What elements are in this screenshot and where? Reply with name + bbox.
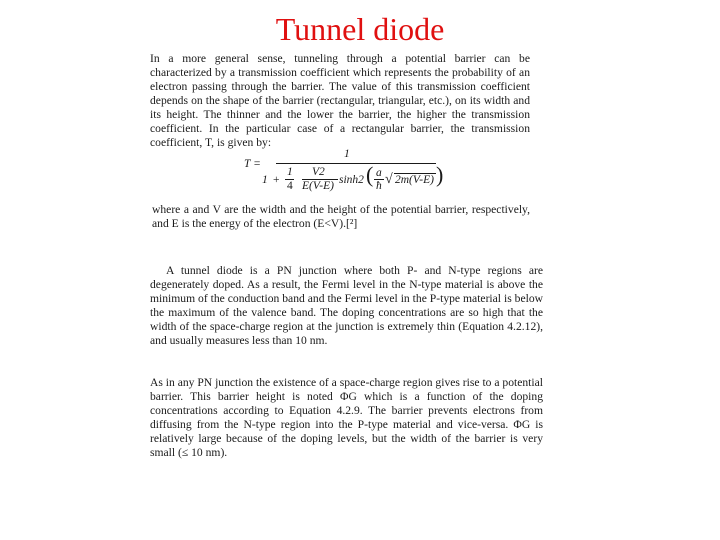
formula-right-paren: ) xyxy=(436,162,444,187)
slide-title: Tunnel diode xyxy=(275,11,445,47)
formula-sqrt-argument: 2m(V-E) xyxy=(395,174,434,186)
paragraph-tunnel-diode-definition: A tunnel diode is a PN junction where both P- and N-type regions are degenerately doped. As a result, the Fermi level in the N-type material is above the minimum of the conduction band and the Fermi level in the P-type material is below the maximum of the valence band. The doping concentrations are so high that the width of the space-charge region at the junction is extremely thin (Equation 4.2.12), and usually measures less than 10 nm. xyxy=(150,264,543,347)
paragraph-potential-barrier: As in any PN junction the existence of a space-charge region gives rise to a potential barrier. This barrier height is noted ΦG which is a function of the doping concentrations according to Equation 4.2.9. The barrier prevents electrons from diffusing from the N-type region into the P-type material and vice-versa. ΦG is relatively large because of the doping levels, but the width of the barrier is very small (≤ 10 nm). xyxy=(150,376,543,459)
paragraph-formula-variables: where a and V are the width and the height of the potential barrier, respectively, and E is the energy of the electron (E<V).[²] xyxy=(152,203,530,230)
paragraph-transmission-coefficient: In a more general sense, tunneling through a potential barrier can be characterized by a transmission coefficient which represents the probability of an electron passing through the barrier. The value of this transmission coefficient depends on the shape of the barrier (rectangular, triangular, etc.), on its width and its height. The thinner and the lower the barrier, the higher the transmission coefficient. In the particular case of a rectangular barrier, the transmission coefficient, T, is given by: xyxy=(150,52,530,149)
formula-plus: + xyxy=(273,174,280,186)
formula-left-paren: ( xyxy=(366,162,374,187)
formula-v2-numerator: V2 xyxy=(312,166,325,178)
formula-sinh: sinh2 xyxy=(339,174,364,186)
formula-a-denominator: ħ xyxy=(376,180,382,192)
formula-one: 1 xyxy=(262,174,268,186)
formula-quarter-numerator: 1 xyxy=(287,166,293,178)
transmission-formula xyxy=(240,150,450,198)
formula-v2-denominator: E(V-E) xyxy=(302,180,334,192)
formula-a-numerator: a xyxy=(376,167,382,179)
formula-main-fraction-bar xyxy=(276,163,436,164)
formula-sqrt-sign: √ xyxy=(385,172,393,187)
formula-numerator: 1 xyxy=(344,148,350,160)
formula-quarter-denominator: 4 xyxy=(287,180,293,192)
formula-lhs: T = xyxy=(244,158,261,170)
